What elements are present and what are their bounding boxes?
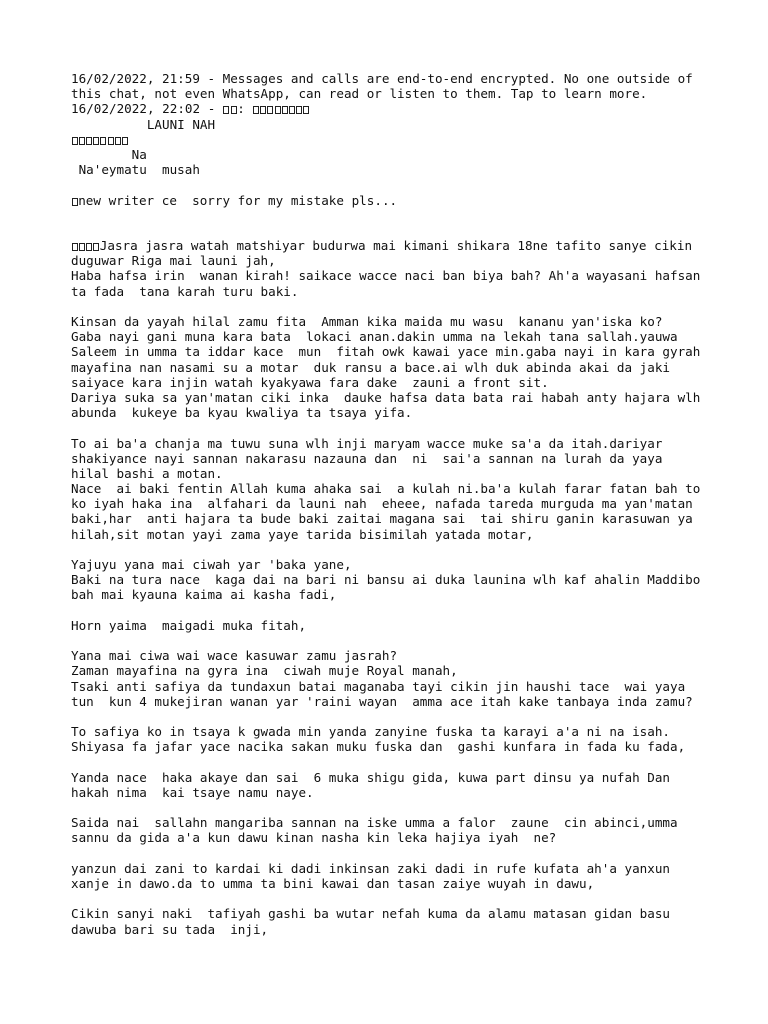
text-line: xanje in dawo.da to umma ta bini kawai dan tasan zaiye wuyah in dawu, bbox=[71, 875, 595, 891]
missing-glyph-icon bbox=[253, 106, 259, 114]
missing-glyph-icon bbox=[79, 243, 85, 251]
text-line: Yana mai ciwa wai wace kasuwar zamu jasrah? bbox=[71, 648, 398, 664]
text-line: Jasra jasra watah matshiyar budurwa mai kimani shikara 18ne tafito sanye cikin bbox=[71, 238, 731, 253]
text-line: To safiya ko in tsaya k gwada min yanda zanyine fuska ta karayi a'a ni na isah. bbox=[71, 724, 670, 740]
blank-line bbox=[71, 177, 731, 192]
missing-glyph-icon bbox=[282, 106, 288, 114]
text-line: Gaba nayi gani muna kara bata lokaci anan.dakin umma na lekah tana sallah.yauwa bbox=[71, 329, 678, 345]
text-line: Na'eymatu musah bbox=[71, 162, 200, 178]
blank-line bbox=[71, 299, 731, 314]
text-line: Horn yaima maigadi muka fitah, bbox=[71, 617, 307, 633]
text-line: mayafina nan nasami su a motar duk ransu a bace.ai wlh duk abinda akai da jaki bbox=[71, 359, 670, 375]
text-line bbox=[71, 132, 731, 147]
blank-line bbox=[71, 542, 731, 557]
missing-glyph-icon bbox=[100, 137, 106, 145]
text-line: ko iyah haka ina alfahari da launi nah eheee, nafada tareda murguda ma yan'matan bbox=[71, 496, 693, 512]
text-line: Cikin sanyi naki tafiyah gashi ba wutar nefah kuma da alamu matasan gidan basu bbox=[71, 906, 670, 922]
text-line: Yanda nace haka akaye dan sai 6 muka shigu gida, kuwa part dinsu ya nufah Dan bbox=[71, 769, 670, 785]
missing-glyph-icon bbox=[275, 106, 281, 114]
text-line: Na bbox=[71, 146, 147, 162]
text-line: Kinsan da yayah hilal zamu fita Amman kika maida mu wasu kananu yan'iska ko? bbox=[71, 314, 663, 329]
blank-line bbox=[71, 891, 731, 906]
missing-glyph-icon bbox=[72, 243, 78, 251]
text-line: Dariya suka sa yan'matan ciki inka dauke hafsa data bata rai habah anty hajara wlh bbox=[71, 389, 701, 405]
blank-line bbox=[71, 223, 731, 238]
text-line: Tsaki anti safiya da tundaxun batai maganaba tayi cikin jin haushi tace wai yaya bbox=[71, 678, 686, 694]
missing-glyph-icon bbox=[108, 137, 114, 145]
missing-glyph-icon bbox=[289, 106, 295, 114]
missing-glyph-icon bbox=[122, 137, 128, 145]
text-line: abunda kukeye ba kyau kwaliya ta tsaya yifa. bbox=[71, 405, 413, 421]
text-line: Zaman mayafina na gyra ina ciwah muje Royal manah, bbox=[71, 663, 458, 679]
text-line: hilah,sit motan yayi zama yaye tarida bisimilah yatada motar, bbox=[71, 526, 534, 542]
text-line: ta fada tana karah turu baki. bbox=[71, 283, 299, 299]
text-line: yanzun dai zani to kardai ki dadi inkinsan zaki dadi in rufe kufata ah'a yanxun bbox=[71, 860, 670, 876]
text-line: hilal bashi a motan. bbox=[71, 465, 223, 481]
text-line: Yajuyu yana mai ciwah yar 'baka yane, bbox=[71, 557, 352, 572]
text-line: tun kun 4 mukejiran wanan yar 'raini wayan amma ace itah kake tanbaya inda zamu? bbox=[71, 693, 693, 709]
missing-glyph-icon bbox=[115, 137, 121, 145]
text-line: new writer ce sorry for my mistake pls... bbox=[71, 193, 731, 208]
document-text bbox=[71, 71, 731, 937]
text-line: hakah nima kai tsaye namu naye. bbox=[71, 784, 314, 800]
text-line: Saida nai sallahn mangariba sannan na iske umma a falor zaune cin abinci,umma bbox=[71, 815, 678, 831]
text-line: 16/02/2022, 21:59 - Messages and calls are end-to-end encrypted. No one outside of bbox=[71, 71, 693, 86]
text-line: sannu da gida a'a kun dawu kinan nasha kin leka hajiya iyah ne? bbox=[71, 830, 557, 846]
text-line: duguwar Riga mai launi jah, bbox=[71, 253, 276, 269]
missing-glyph-icon bbox=[79, 137, 85, 145]
missing-glyph-icon bbox=[231, 106, 237, 114]
text-line: LAUNI NAH bbox=[71, 116, 216, 132]
text-line: this chat, not even WhatsApp, can read or listen to them. Tap to learn more. bbox=[71, 86, 648, 102]
blank-line bbox=[71, 800, 731, 815]
missing-glyph-icon bbox=[303, 106, 309, 114]
text-line: baki,har anti hajara ta bude baki zaitai magana sai tai shiru ganin karasuwan ya bbox=[71, 511, 693, 527]
missing-glyph-icon bbox=[72, 137, 78, 145]
missing-glyph-icon bbox=[260, 106, 266, 114]
blank-line bbox=[71, 754, 731, 769]
text-line: bah mai kyauna kaima ai kasha fadi, bbox=[71, 587, 337, 603]
missing-glyph-icon bbox=[86, 243, 92, 251]
missing-glyph-icon bbox=[93, 243, 99, 251]
blank-line bbox=[71, 633, 731, 648]
text-line: Baki na tura nace kaga dai na bari ni bansu ai duka launina wlh kaf ahalin Maddibo bbox=[71, 572, 701, 588]
blank-line bbox=[71, 603, 731, 618]
missing-glyph-icon bbox=[72, 198, 78, 206]
text-line: Saleem in umma ta iddar kace mun fitah owk kawai yace min.gaba nayi in kara gyrah bbox=[71, 344, 701, 360]
text-line: 16/02/2022, 22:02 - : bbox=[71, 101, 731, 116]
missing-glyph-icon bbox=[223, 106, 229, 114]
blank-line bbox=[71, 846, 731, 861]
text-line: To ai ba'a chanja ma tuwu suna wlh inji maryam wacce muke sa'a da itah.dariyar bbox=[71, 435, 663, 451]
text-line: shakiyance nayi sannan nakarasu nazauna dan ni sai'a sannan na lurah da yaya bbox=[71, 450, 663, 466]
blank-line bbox=[71, 709, 731, 724]
blank-line bbox=[71, 420, 731, 435]
text-line: Haba hafsa irin wanan kirah! saikace wacce naci ban biya bah? Ah'a wayasani hafsan bbox=[71, 268, 701, 284]
text-line: dawuba bari su tada inji, bbox=[71, 921, 269, 937]
missing-glyph-icon bbox=[267, 106, 273, 114]
text-line: Shiyasa fa jafar yace nacika sakan muku fuska dan gashi kunfara in fada ku fada, bbox=[71, 739, 686, 755]
missing-glyph-icon bbox=[93, 137, 99, 145]
missing-glyph-icon bbox=[86, 137, 92, 145]
blank-line bbox=[71, 208, 731, 223]
text-line: saiyace kara injin watah kyakyawa fara dake zauni a front sit. bbox=[71, 374, 549, 390]
text-line: Nace ai baki fentin Allah kuma ahaka sai a kulah ni.ba'a kulah farar fatan bah to bbox=[71, 481, 701, 497]
missing-glyph-icon bbox=[296, 106, 302, 114]
